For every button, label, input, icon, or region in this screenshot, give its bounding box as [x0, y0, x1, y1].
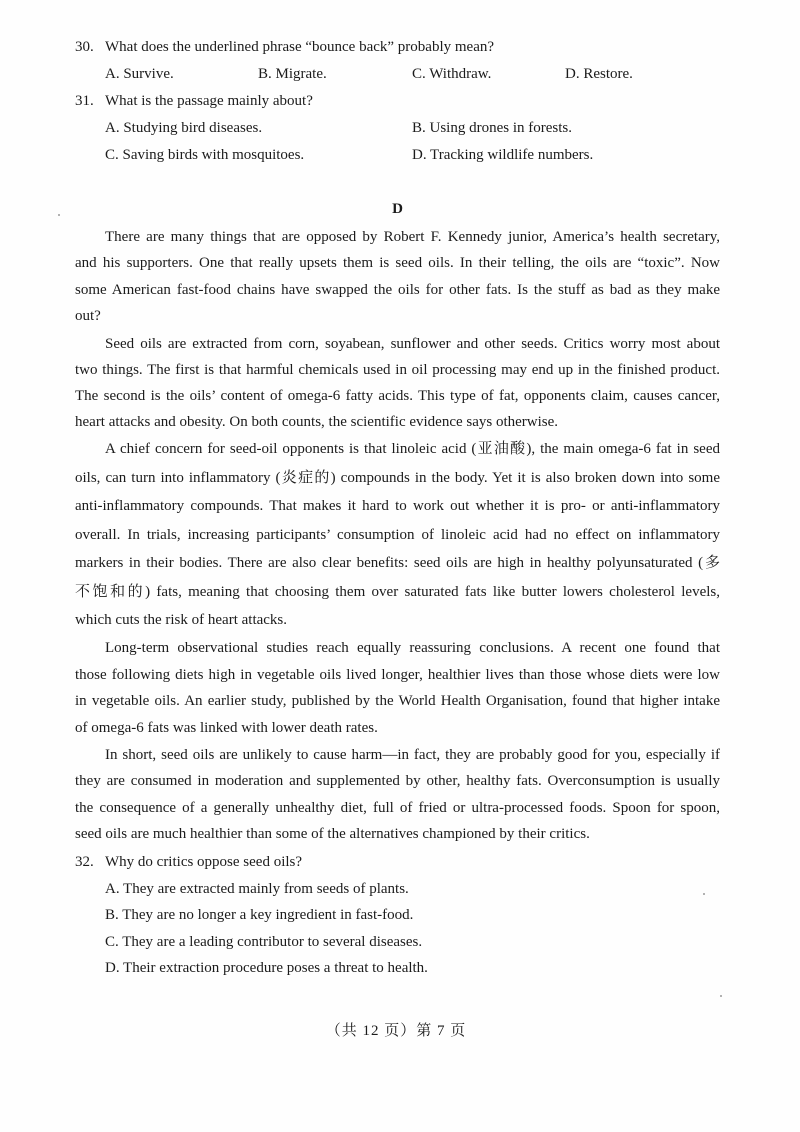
paragraph-line: Seed oils are extracted from corn, soyabean, sunflower and other seeds. Critics worry most about	[105, 336, 720, 352]
question-stem: What does the underlined phrase “bounce back” probably mean?	[105, 39, 495, 55]
paragraph-line: those following diets high in vegetable oils lived longer, healthier lives than those whose diets were low	[75, 666, 720, 683]
paragraph-line: Long-term observational studies reach equally reassuring conclusions. A recent one found that	[105, 640, 720, 656]
passage-paragraph-4	[75, 635, 720, 741]
option-b: B. They are no longer a key ingredient in fast-food.	[105, 907, 414, 923]
scan-speck	[720, 995, 722, 997]
page-footer: （共 12 页）第 7 页	[325, 1023, 467, 1039]
option-a: A. Studying bird diseases.	[105, 120, 263, 136]
option-c: C. Saving birds with mosquitoes.	[105, 147, 305, 163]
paragraph-line: overall. In trials, increasing participants’ consumption of linoleic acid had no effect on inflammatory	[75, 526, 720, 543]
paragraph-line: markers in their bodies. There are also clear benefits: seed oils are high in healthy polyunsaturated (多	[75, 555, 720, 571]
passage-paragraph-3	[75, 435, 720, 635]
scan-speck	[58, 214, 60, 216]
question-options	[75, 115, 720, 169]
question-stem-row	[75, 88, 720, 115]
paragraph-line: the consequence of a generally unhealthy diet, full of fried or ultra-processed foods. Spoon for spoon,	[75, 799, 720, 816]
paragraph-line: 不饱和的) fats, meaning that choosing them over saturated fats like butter lowers cholesterol levels,	[75, 583, 720, 600]
paragraph-line: two things. The first is that harmful chemicals used in oil processing may end up in the finished product.	[75, 362, 720, 378]
option-d: D. Tracking wildlife numbers.	[412, 147, 594, 163]
paragraph-line: A chief concern for seed-oil opponents is that linoleic acid (亚油酸), the main omega-6 fat in seed	[105, 441, 720, 457]
passage-label: D	[392, 201, 403, 217]
paragraph-line: anti-inflammatory compounds. That makes it hard to work out whether it is pro- or anti-inflammatory	[75, 498, 720, 514]
question-stem: Why do critics oppose seed oils?	[105, 854, 303, 870]
paragraph-line: they are consumed in moderation and supplemented by other, healthy fats. Overconsumption is usually	[75, 773, 720, 790]
paragraph-line: The second is the oils’ content of omega-6 fatty acids. This type of fat, opponents claim, causes cancer,	[75, 388, 720, 404]
paragraph-line: heart attacks and obesity. On both counts, the scientific evidence says otherwise.	[75, 414, 559, 430]
option-d: D. Restore.	[565, 66, 633, 82]
paragraph-line: out?	[75, 308, 101, 325]
question-30	[75, 34, 720, 88]
paragraph-line: of omega-6 fats was linked with lower death rates.	[75, 719, 378, 736]
question-stem-row	[75, 849, 720, 876]
question-stem: What is the passage mainly about?	[105, 93, 313, 109]
question-options	[75, 61, 720, 88]
option-a: A. Survive.	[105, 66, 174, 82]
passage-paragraph-5	[75, 742, 720, 848]
question-number: 30.	[75, 39, 94, 55]
option-d: D. Their extraction procedure poses a threat to health.	[105, 960, 428, 976]
scan-speck	[703, 893, 705, 895]
paragraph-line: which cuts the risk of heart attacks.	[75, 612, 288, 628]
option-b: B. Migrate.	[258, 66, 327, 82]
paragraph-line: seed oils are much healthier than some of the alternatives championed by their critics.	[75, 826, 590, 843]
paragraph-line: some American fast-food chains have swapped the oils for other fats. Is the stuff as bad as they make	[75, 281, 720, 298]
question-31	[75, 88, 720, 169]
question-number: 32.	[75, 854, 94, 870]
paragraph-line: There are many things that are opposed by Robert F. Kennedy junior, America’s health secretary,	[105, 229, 720, 245]
passage-paragraph-1	[75, 224, 720, 330]
option-c: C. They are a leading contributor to several diseases.	[105, 933, 423, 950]
option-b: B. Using drones in forests.	[412, 120, 572, 136]
paragraph-line: and his supporters. One that really upsets them is seed oils. In their telling, the oils are “toxic”. Now	[75, 255, 720, 272]
option-a: A. They are extracted mainly from seeds of plants.	[105, 880, 409, 897]
question-stem-row	[75, 34, 720, 61]
passage-paragraph-2	[75, 331, 720, 435]
paragraph-line: in vegetable oils. An earlier study, published by the World Health Organisation, found that higher intake	[75, 693, 720, 709]
paragraph-line: oils, can turn into inflammatory (炎症的) compounds in the body. Yet it is also broken down into some	[75, 469, 720, 486]
paragraph-line: In short, seed oils are unlikely to cause harm—in fact, they are probably good for you, especially if	[105, 747, 720, 763]
question-number: 31.	[75, 93, 94, 109]
question-32	[75, 849, 720, 982]
option-c: C. Withdraw.	[412, 66, 492, 82]
